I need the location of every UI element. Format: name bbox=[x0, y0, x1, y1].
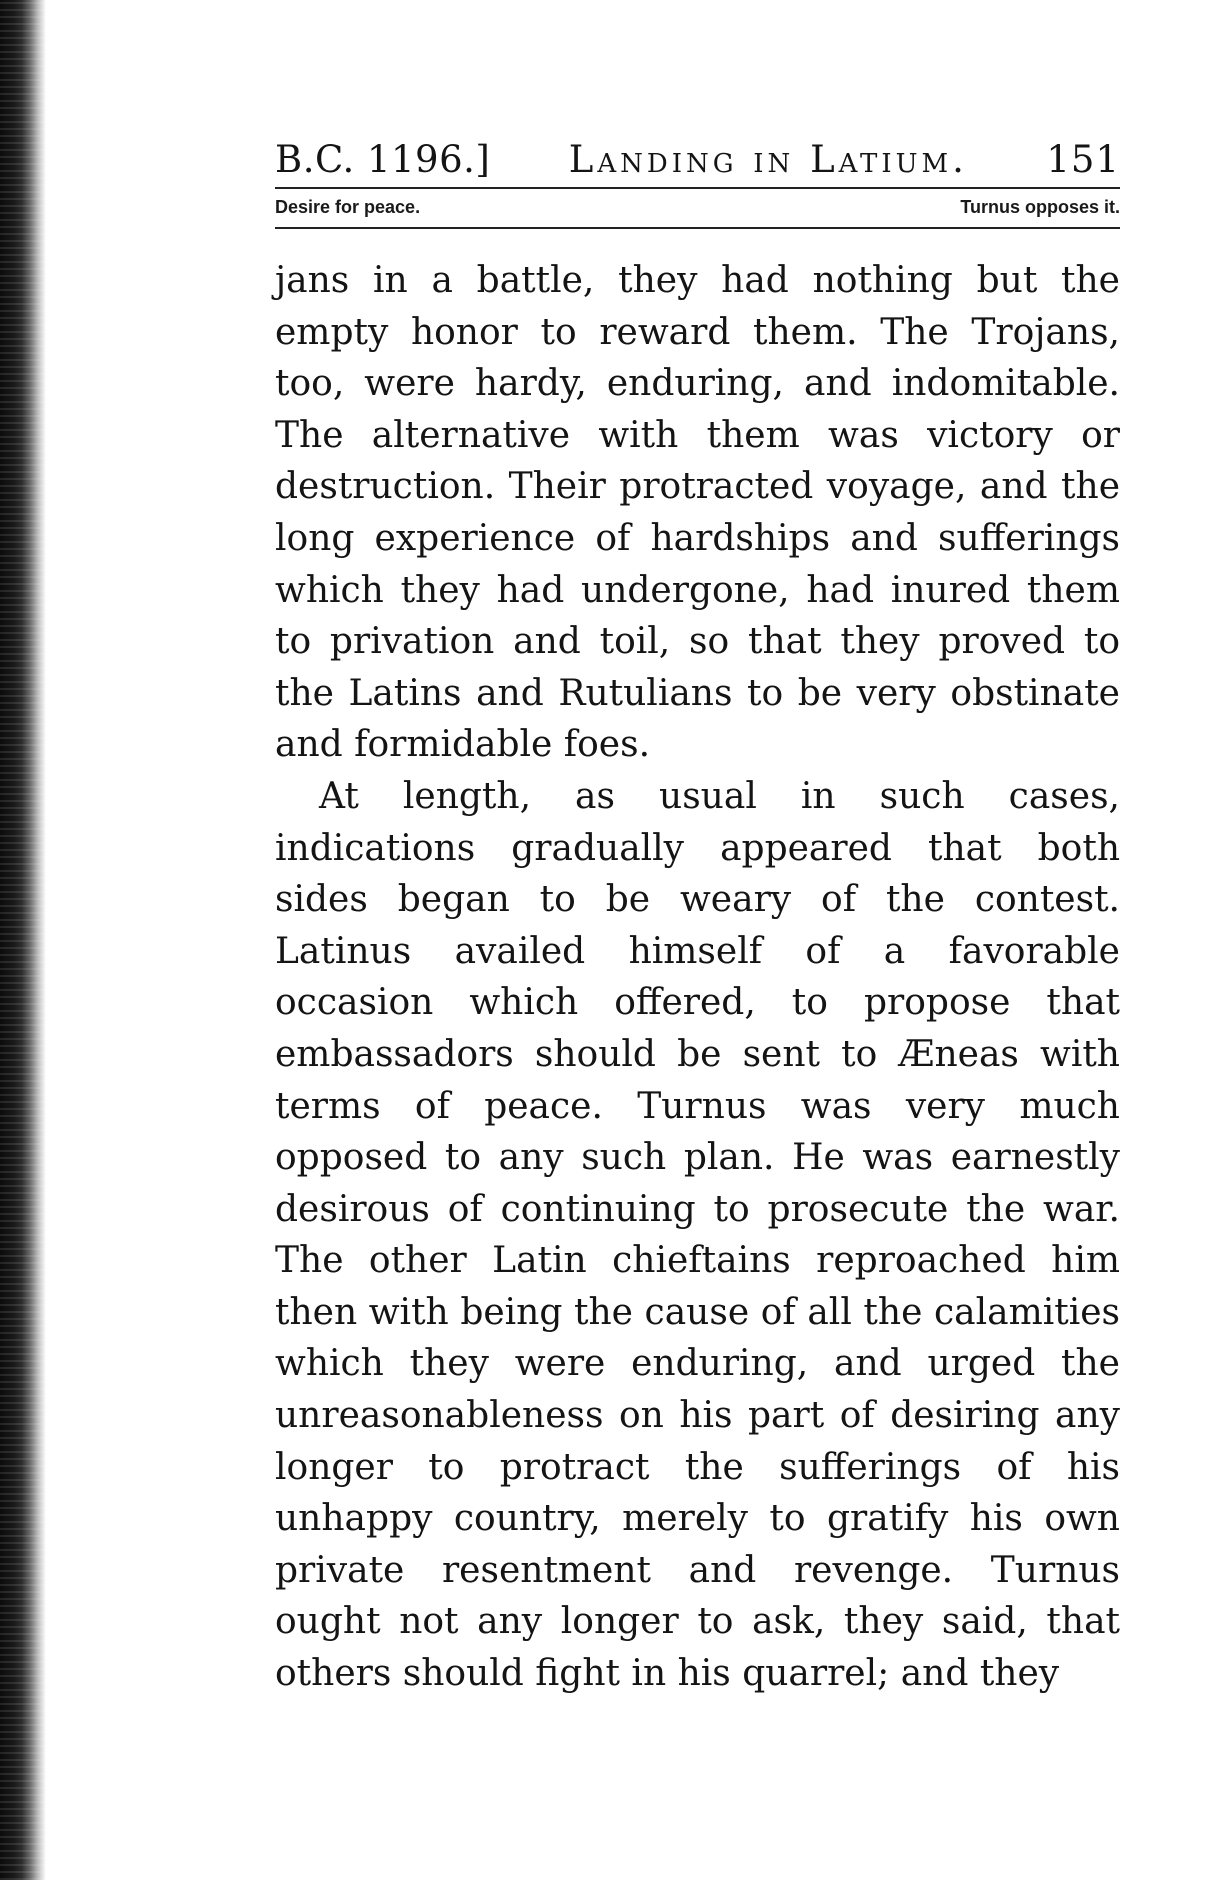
paragraph: At length, as usual in such cases, indications gradually appeared that both sides began to be weary of the contest. Latinus availed himself of a favorable occasion which offered, to propose that embassadors should be sent to Æneas with terms of peace. Turnus was very much opposed to any such plan. He was earnestly desirous of continuing to prosecute the war. The other Latin chieftains reproached him then with being the cause of all the calamities which they were enduring, and urged the unreasonableness on his part of desiring any longer to protract the sufferings of his unhappy country, merely to gratify his own private resentment and revenge. Turnus ought not any longer to ask, they said, that others should fight in his quarrel; and they bbox=[275, 775, 1120, 1695]
running-head bbox=[275, 135, 1120, 187]
body-text bbox=[275, 255, 1120, 1700]
paragraph: jans in a battle, they had nothing but the empty honor to reward them. The Trojans, too, were hardy, enduring, and indomitable. The alternative with them was victory or destruction. Their protracted voyage, and the long experience of hardships and sufferings which they had undergone, had inured them to privation and toil, so that they proved to the Latins and Rutulians to be very obstinate and formidable foes. bbox=[275, 260, 1120, 766]
marginal-note-left: Desire for peace. bbox=[275, 197, 421, 217]
page-number: 151 bbox=[1046, 138, 1120, 181]
running-head-title: Landing in Latium. bbox=[568, 138, 968, 181]
marginal-note-right: Turnus opposes it. bbox=[960, 197, 1120, 217]
subheader-rule bbox=[275, 227, 1120, 229]
running-head-date: B.C. 1196.] bbox=[275, 138, 491, 181]
marginal-notes bbox=[275, 189, 1120, 227]
book-page bbox=[275, 135, 1120, 1700]
book-binding-edge bbox=[0, 0, 46, 1880]
